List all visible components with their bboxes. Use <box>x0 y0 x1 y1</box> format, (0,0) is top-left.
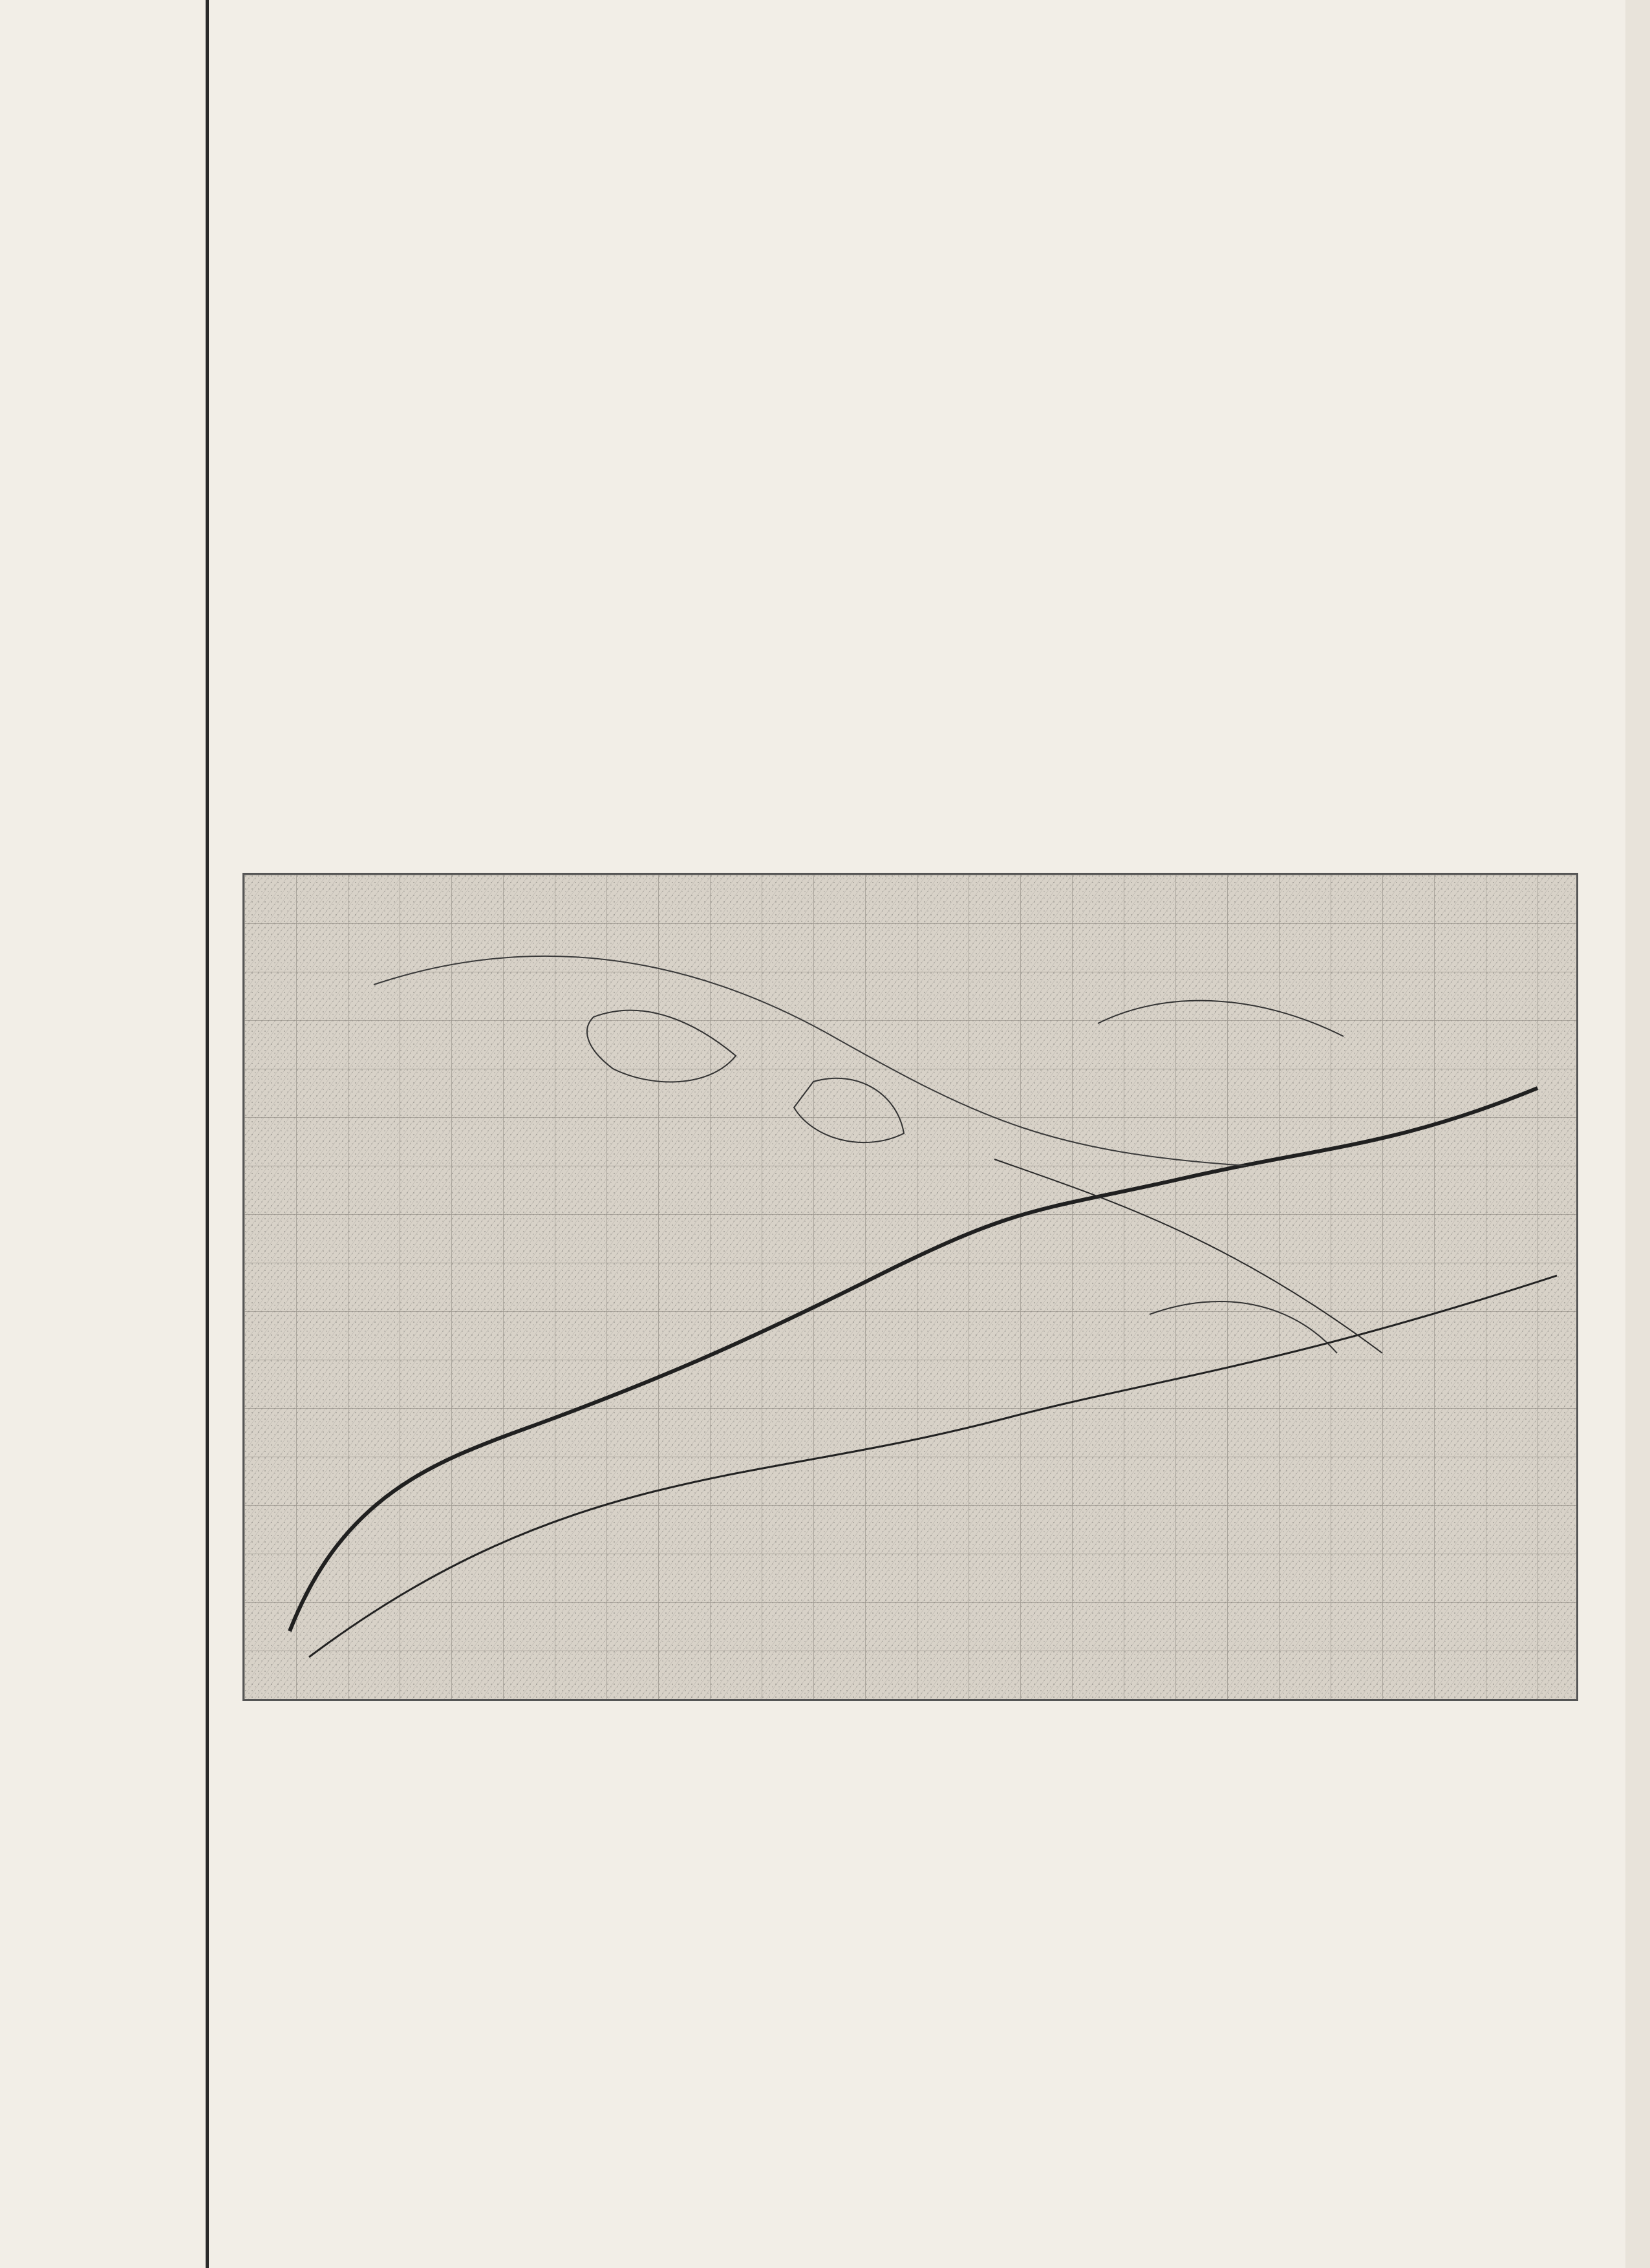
page-edge <box>1625 0 1650 2268</box>
map-svg <box>244 875 1576 1699</box>
map-figure <box>242 873 1578 1701</box>
left-margin-rule <box>206 0 209 2268</box>
